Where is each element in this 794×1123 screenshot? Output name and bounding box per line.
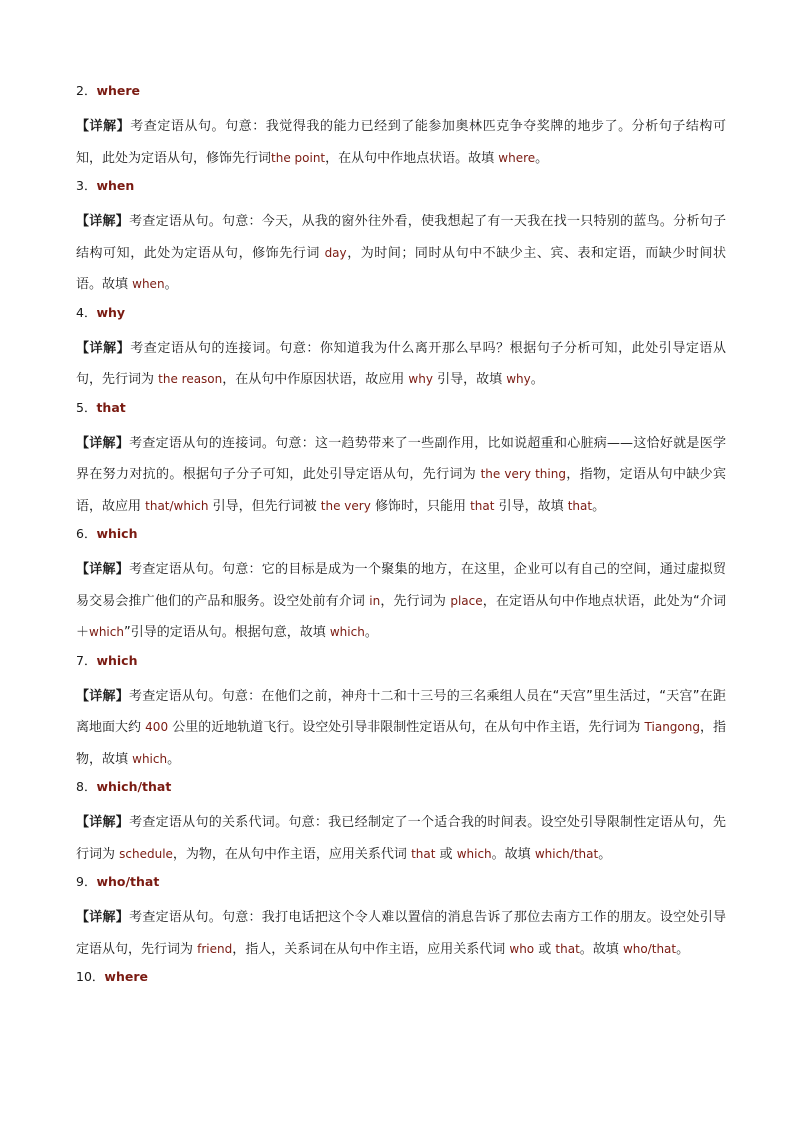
question-number: 10． [76, 969, 105, 984]
english-term: that [555, 941, 580, 956]
english-term: which [456, 846, 492, 861]
explanation-text: 考查定语从句。句意：在他们之前，神舟十二和十三号的三名乘组人员在“天宫”里生活过，“天宫”在距离地面大约 [76, 688, 726, 735]
explanation-text: 公里的近地轨道飞行。设空处引导非限制性定语从句，在从句中作主语，先行词为 [168, 720, 645, 735]
explanation-paragraph [76, 902, 726, 965]
explanation-paragraph [76, 111, 726, 174]
explanation-text: 考查定语从句。句意：今天，从我的窗外往外看，使我想起了有一天我在找一只特别的蓝鸟。分析句子结构可知，此处为定语从句，修饰先行词 [76, 214, 726, 261]
explanation-label: 【详解】 [76, 214, 130, 229]
english-term: which [89, 625, 124, 639]
explanation-paragraph [76, 807, 726, 870]
answer-word: who/that [96, 874, 160, 889]
english-term: that/which [145, 498, 209, 513]
answer-word: that [96, 399, 126, 415]
answer-word: which [96, 526, 138, 541]
explanation-label: 【详解】 [76, 688, 129, 704]
answer-heading [76, 80, 726, 102]
english-term: 400 [145, 720, 169, 734]
explanation-text: 考查定语从句。句意：它的目标是成为一个聚集的地方，在这里，企业可以有自己的空间，通过虚拟贸易交易会推广他们的产品和服务。设空处前有介词 [76, 562, 726, 609]
answer-heading [76, 397, 726, 419]
english-term: place [450, 593, 483, 608]
explanation-text: ，指物，故填 [76, 720, 726, 767]
explanation-text: 。 [530, 372, 544, 387]
english-term: that [567, 498, 593, 513]
english-term: Tiangong [644, 720, 700, 734]
explanation-label: 【详解】 [76, 435, 130, 451]
english-term: which [132, 751, 168, 766]
english-term: which/that [534, 846, 599, 861]
explanation-label: 【详解】 [76, 910, 130, 925]
explanation-text: ，在定语从句中作地点状语，此处为“介词＋ [76, 593, 726, 640]
english-term: friend [197, 941, 233, 956]
answer-heading [76, 302, 726, 324]
question-number: 2． [76, 83, 97, 98]
english-term: the very [320, 498, 371, 513]
english-term: why [506, 372, 531, 386]
explanation-text: ，先行词为 [380, 593, 451, 609]
answer-word: where [104, 969, 148, 984]
explanation-text: ，为物，在从句中作主语，应用关系代词 [172, 846, 412, 862]
answer-heading [76, 966, 726, 988]
explanation-text: 。故填 [491, 846, 535, 862]
explanation-text: 。 [164, 277, 178, 292]
explanation-text: 。 [592, 498, 606, 514]
english-term: where [498, 150, 536, 165]
question-number: 8． [76, 779, 97, 794]
explanation-text: 。 [535, 150, 549, 166]
english-term: schedule [119, 846, 173, 861]
question-number: 3． [76, 178, 97, 193]
explanation-text: 。 [676, 941, 690, 957]
answer-heading [76, 871, 726, 893]
question-number: 6． [76, 526, 97, 541]
answer-heading [76, 776, 726, 798]
explanation-text: 。 [598, 846, 612, 862]
english-term: day [324, 245, 347, 260]
explanation-text: 或 [435, 846, 457, 862]
english-term: which [329, 625, 365, 639]
answer-word: where [96, 83, 141, 98]
english-term: the reason [158, 372, 223, 386]
explanation-text: ，在从句中作地点状语。故填 [325, 150, 499, 166]
explanation-paragraph [76, 206, 726, 301]
answer-word: which/that [96, 779, 172, 794]
english-term: in [369, 593, 381, 608]
explanation-text: 考查定语从句的连接词。句意：你知道我为什么离开那么早吗？根据句子分析可知，此处引导定语从句，先行词为 [76, 340, 726, 387]
english-term: that [470, 498, 495, 513]
explanation-label: 【详解】 [76, 562, 130, 577]
answer-heading [76, 650, 726, 672]
explanation-paragraph [76, 333, 726, 396]
answer-word: which [96, 652, 138, 668]
answer-word: why [96, 304, 126, 320]
question-number: 5． [76, 399, 97, 415]
explanation-text: 引导，故填 [494, 498, 568, 514]
explanation-text: 引导，故填 [432, 372, 507, 387]
english-term: the very thing [480, 467, 566, 481]
explanation-text: ，为时间；同时从句中不缺少主、宾、表和定语，而缺少时间状语。故填 [76, 245, 726, 292]
answer-word: when [96, 178, 135, 193]
question-number: 9． [76, 874, 97, 889]
explanation-text: 。 [364, 625, 378, 640]
explanation-text: ，指人，关系词在从句中作主语，应用关系代词 [232, 941, 510, 957]
answer-heading [76, 175, 726, 197]
explanation-label: 【详解】 [76, 340, 131, 356]
explanation-text: 。 [167, 751, 181, 767]
english-term: who/that [622, 941, 677, 956]
question-number: 4． [76, 304, 97, 320]
english-term: why [408, 372, 433, 386]
explanation-text: ”引导的定语从句。根据句意，故填 [123, 625, 330, 640]
answer-key-document [76, 80, 726, 997]
english-term: the point [271, 150, 326, 165]
explanation-text: 考查定语从句的关系代词。句意：我已经制定了一个适合我的时间表。设空处引导限制性定语从句，先行词为 [76, 815, 726, 862]
english-term: that [411, 846, 436, 861]
explanation-text: 修饰时，只能用 [370, 498, 471, 514]
explanation-text: 或 [534, 941, 556, 957]
explanation-text: ，在从句中作原因状语，故应用 [222, 372, 409, 387]
explanation-label: 【详解】 [76, 119, 131, 134]
explanation-text: ，指物，定语从句中缺少宾语，故应用 [76, 467, 726, 514]
explanation-text: 考查定语从句的连接词。句意：这一趋势带来了一些副作用，比如说超重和心脏病——这恰好就是医学界在努力对抗的。根据句子分子可知，此处引导定语从句，先行词为 [76, 435, 726, 482]
explanation-text: 引导，但先行词被 [208, 498, 321, 514]
explanation-paragraph [76, 428, 726, 523]
explanation-label: 【详解】 [76, 815, 130, 830]
explanation-paragraph [76, 554, 726, 649]
explanation-text: 。故填 [579, 941, 623, 957]
english-term: who [509, 941, 535, 956]
explanation-text: 考查定语从句。句意：我觉得我的能力已经到了能参加奥林匹克争夺奖牌的地步了。分析句子结构可知，此处为定语从句，修饰先行词 [76, 119, 726, 166]
question-number: 7． [76, 652, 97, 668]
english-term: when [132, 277, 165, 291]
explanation-text: 考查定语从句。句意：我打电话把这个令人难以置信的消息告诉了那位去南方工作的朋友。设空处引导定语从句，先行词为 [76, 910, 726, 957]
explanation-paragraph [76, 681, 726, 776]
answer-heading [76, 523, 726, 545]
